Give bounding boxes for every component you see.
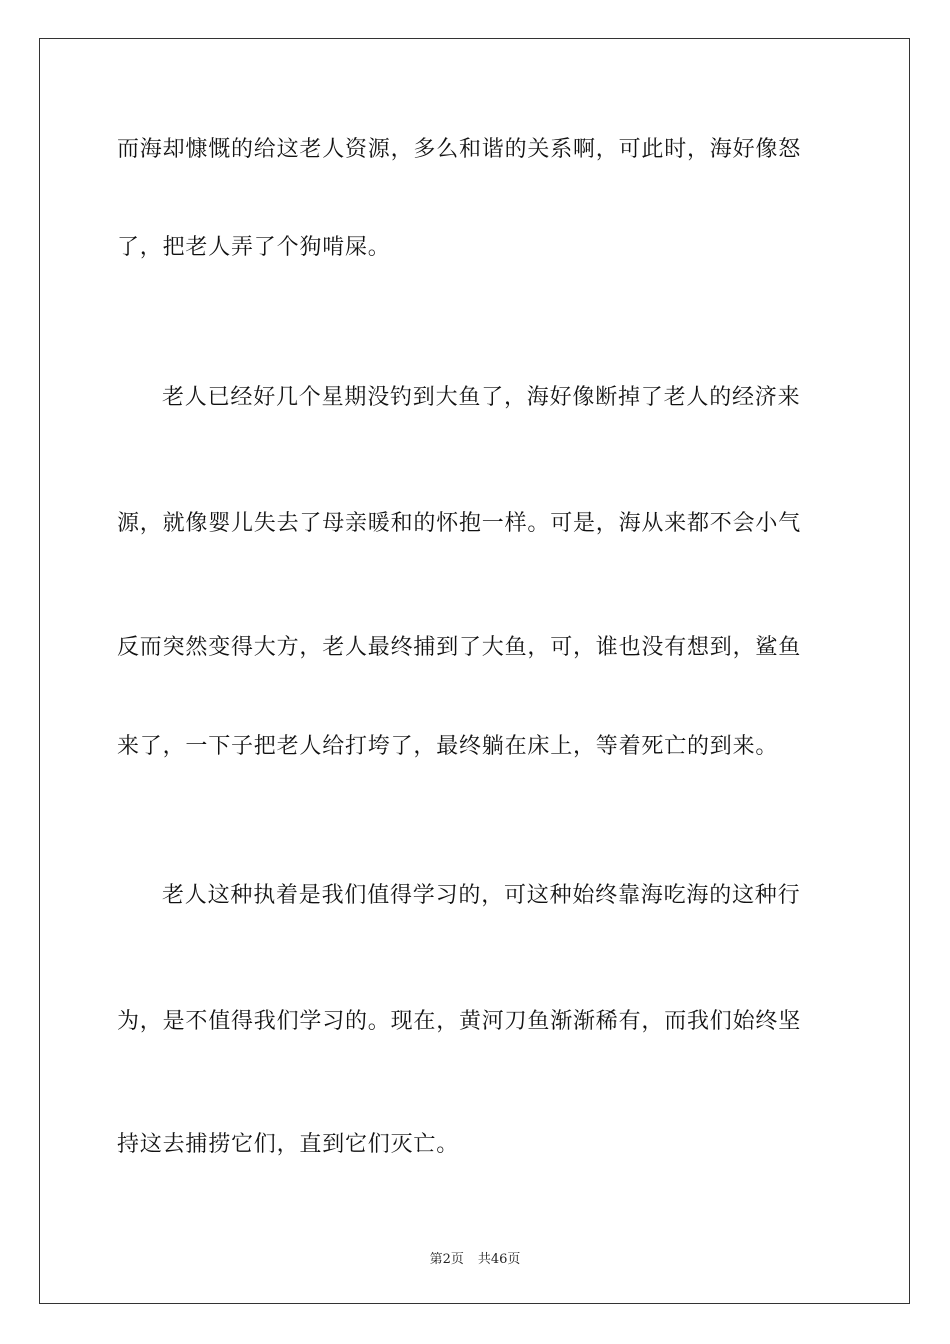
text-line: 反而突然变得大方，老人最终捕到了大鱼，可，谁也没有想到，鲨鱼 bbox=[117, 635, 802, 660]
paragraph-start-line: 老人这种执着是我们值得学习的，可这种始终靠海吃海的这种行 bbox=[162, 883, 801, 908]
paragraph-start-line: 老人已经好几个星期没钓到大鱼了，海好像断掉了老人的经济来 bbox=[162, 385, 801, 410]
text-line: 源，就像婴儿失去了母亲暖和的怀抱一样。可是，海从来都不会小气 bbox=[117, 511, 802, 536]
text-line: 而海却慷慨的给这老人资源，多么和谐的关系啊，可此时，海好像怒 bbox=[117, 137, 802, 162]
page-border bbox=[39, 38, 910, 1304]
text-line: 为，是不值得我们学习的。现在，黄河刀鱼渐渐稀有，而我们始终坚 bbox=[117, 1009, 802, 1034]
page-number: 第2页 bbox=[429, 1252, 464, 1267]
text-line: 来了，一下子把老人给打垮了，最终躺在床上，等着死亡的到来。 bbox=[117, 734, 779, 759]
page-total: 共46页 bbox=[477, 1252, 521, 1267]
page-footer bbox=[0, 1248, 950, 1267]
text-line: 了，把老人弄了个狗啃屎。 bbox=[117, 235, 391, 260]
text-line: 持这去捕捞它们，直到它们灭亡。 bbox=[117, 1132, 460, 1157]
